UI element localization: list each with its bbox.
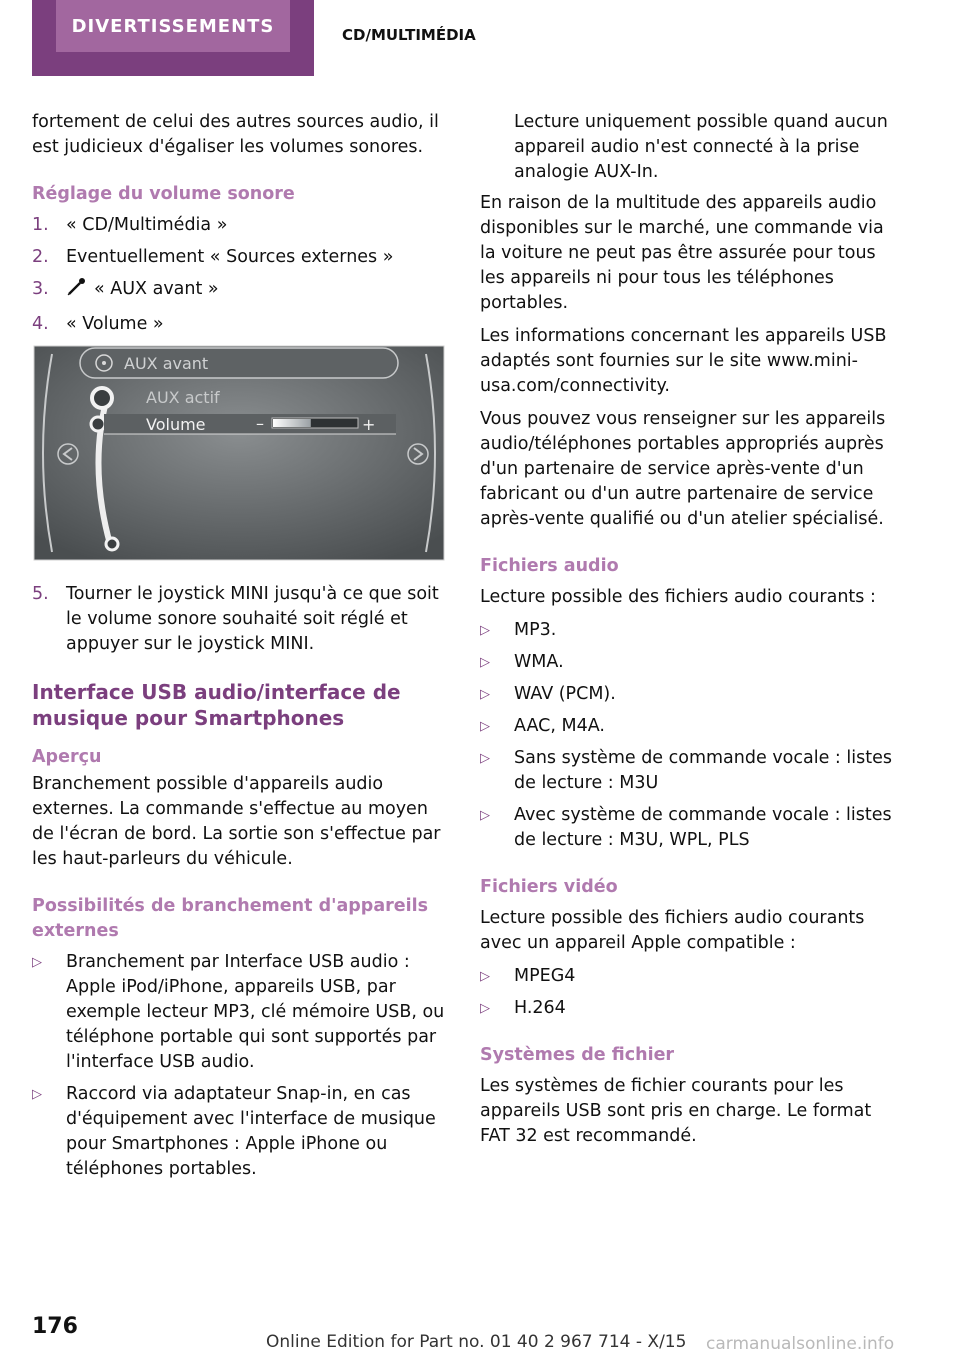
list-item: ▷ WMA.	[480, 650, 900, 675]
list-item: ▷ Avec système de commande vocale : listes de lecture : M3U, WPL, PLS	[480, 803, 900, 853]
file-systems-heading: Systèmes de fichier	[480, 1045, 675, 1065]
volume-minus: –	[256, 414, 264, 433]
volume-plus: +	[362, 415, 376, 434]
volume-fill	[273, 419, 311, 427]
intro-paragraph: fortement de celui des autres sources audio, il est judicieux d'égaliser les volumes sonores.	[32, 112, 439, 157]
list-item: ▷ H.264	[480, 996, 900, 1021]
list-item: 5. Tourner le joystick MINI jusqu'à ce que soit le volume sonore souhaité soit réglé et appuyer sur le joystick MINI.	[32, 584, 439, 654]
aux-note: Lecture uniquement possible quand aucun appareil audio n'est connecté à la prise analogie AUX-In.	[514, 112, 888, 182]
left-column	[32, 110, 450, 1189]
list-item: ▷ Sans système de commande vocale : listes de lecture : M3U	[480, 746, 900, 796]
apercu-heading: Aperçu	[32, 747, 102, 767]
bullet-triangle-icon: ▷	[480, 623, 490, 638]
list-item: 3. « AUX avant »	[32, 277, 450, 305]
watermark: carmanualsonline.info	[706, 1334, 895, 1354]
list-item: ▷ Raccord via adaptateur Snap-in, en cas d'équipement avec l'interface de musique pour Smartphones : Apple iPhone ou téléphones portables.	[32, 1082, 450, 1182]
list-item: ▷ WAV (PCM).	[480, 682, 900, 707]
list-item: ▷ MPEG4	[480, 964, 900, 989]
video-files-heading: Fichiers vidéo	[480, 877, 618, 897]
audio-files-heading: Fichiers audio	[480, 556, 619, 576]
video-formats-list	[480, 964, 900, 1021]
section-label: CD/MULTIMÉDIA	[342, 26, 476, 44]
list-item: ▷ MP3.	[480, 618, 900, 643]
bullet-triangle-icon: ▷	[480, 751, 490, 766]
bullet-triangle-icon: ▷	[32, 1087, 42, 1102]
list-item: 2. Eventuellement « Sources externes »	[32, 247, 394, 267]
menu-item-volume: Volume	[146, 415, 206, 434]
volume-heading: Réglage du volume sonore	[32, 184, 295, 204]
audio-intro: Lecture possible des fichiers audio courants :	[480, 587, 876, 607]
list-item: 1. « CD/Multimédia »	[32, 215, 228, 235]
bullet-triangle-icon: ▷	[32, 955, 42, 970]
header-tab	[32, 0, 314, 76]
page-number: 176	[32, 1314, 78, 1339]
steps-list	[32, 213, 450, 337]
audio-formats-list	[480, 618, 900, 853]
list-item: ▷ AAC, M4A.	[480, 714, 900, 739]
menu-knob-top	[92, 388, 112, 408]
usb-heading: Interface USB audio/interface de musique pour Smartphones	[32, 680, 401, 730]
bullet-triangle-icon: ▷	[480, 1001, 490, 1016]
list-item: 4. « Volume »	[32, 314, 164, 334]
chapter-label: DIVERTISSEMENTS	[56, 0, 290, 52]
idrive-screen-illustration	[32, 344, 446, 562]
list-item: ▷ Branchement par Interface USB audio : Apple iPod/iPhone, appareils USB, par exemple lecteur MP3, clé mémoire USB, ou téléphone portable qui sont supportés par l'interface USB audio.	[32, 950, 450, 1075]
paragraph: En raison de la multitude des appareils audio disponibles sur le marché, une commande via la voiture ne peut pas être assurée pour tous les appareils ni pour tous les téléphones portables.	[480, 193, 884, 313]
right-column	[480, 110, 900, 1157]
aux-plug-icon	[66, 277, 94, 305]
edition-footer: Online Edition for Part no. 01 40 2 967 714 - X/15	[266, 1332, 687, 1352]
bullet-triangle-icon: ▷	[480, 655, 490, 670]
possibilites-heading: Possibilités de branchement d'appareils externes	[32, 896, 429, 941]
bullet-triangle-icon: ▷	[480, 687, 490, 702]
menu-knob-selected	[91, 417, 105, 431]
paragraph: Vous pouvez vous renseigner sur les appareils audio/téléphones portables appropriés auprès d'un partenaire de service après-vente d'un fabricant ou d'un autre partenaire de service après-vente qualifié ou d'un atelier spécialisé.	[480, 409, 886, 529]
menu-knob-bottom	[106, 538, 118, 550]
bullet-triangle-icon: ▷	[480, 719, 490, 734]
bullet-triangle-icon: ▷	[480, 808, 490, 823]
file-systems-paragraph: Les systèmes de fichier courants pour les appareils USB sont pris en charge. Le format FAT 32 est recommandé.	[480, 1076, 872, 1146]
possibilites-list	[32, 950, 450, 1182]
screen-title: AUX avant	[124, 354, 209, 373]
bullet-triangle-icon: ▷	[480, 969, 490, 984]
paragraph: Les informations concernant les appareils USB adaptés sont fournies sur le site www.miniusa.com/connectivity.	[480, 326, 887, 396]
menu-item-aux-actif: AUX actif	[146, 388, 220, 407]
video-intro: Lecture possible des fichiers audio courants avec un appareil Apple compatible :	[480, 908, 865, 953]
apercu-paragraph: Branchement possible d'appareils audio externes. La commande s'effectue au moyen de l'écran de bord. La sortie son s'effectue par les haut-parleurs du véhicule.	[32, 774, 441, 869]
step5-list	[32, 582, 450, 657]
